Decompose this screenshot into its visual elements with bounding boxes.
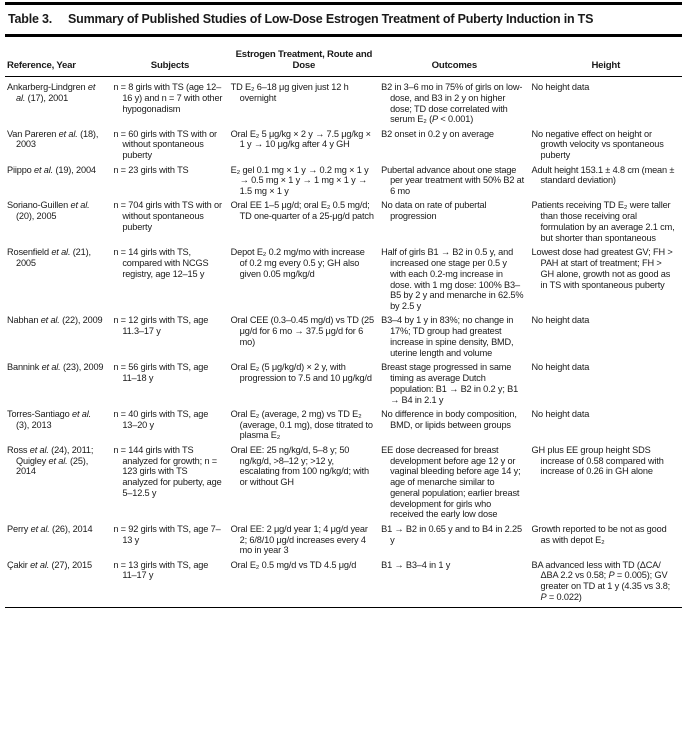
cell-treatment: Oral E₂ (5 μg/kg/d) × 2 y, with progression to 7.5 and 10 μg/kg/d (230, 362, 372, 383)
cell-outcomes: EE dose decreased for breast development before age 12 y or vaginal bleeding before age 14 y; age of menarche similar to general population; earlier breast development for girls who received the early low dose (381, 444, 521, 520)
cell-treatment: Oral E₂ 5 μg/kg × 2 y → 7.5 μg/kg × 1 y → 10 μg/kg after 4 y GH (230, 128, 371, 150)
cell-outcomes: No data on rate of pubertal progression (381, 200, 487, 222)
cell-subjects: n = 14 girls with TS, compared with NCGS registry, age 12–15 y (113, 247, 209, 279)
cell-height: BA advanced less with TD (ΔCA/ΔBA 2.2 vs 0.58; P = 0.005); GV greater on TD at 1 y (4.35 vs 3.8; P = 0.022) (531, 559, 671, 603)
cell-outcomes: B2 onset in 0.2 y on average (381, 128, 494, 139)
cell-reference: Rosenfield et al. (21), 2005 (7, 247, 91, 268)
table-row (5, 360, 682, 407)
cell-reference: Soriano-Guillen et al. (20), 2005 (7, 200, 90, 222)
cell-outcomes: Breast stage progressed in same timing as average Dutch population: B1 → B2 in 0.2 y; B1 → B4 in 2.1 y (381, 362, 519, 405)
cell-height: Patients receiving TD E₂ were taller than those receiving oral formulation by an average 2.1 cm, but shorter than spontaneous (531, 200, 675, 243)
cell-height: No height data (531, 362, 590, 373)
cell-height: No height data (531, 408, 590, 419)
cell-reference: Perry et al. (26), 2014 (7, 523, 93, 534)
cell-subjects: n = 8 girls with TS (age 12–16 y) and n = 7 with other hypogonadism (113, 82, 223, 114)
cell-treatment: Depot E₂ 0.2 mg/mo with increase of 0.2 mg every 0.5 y; GH also given 0.05 mg/kg/d (230, 247, 365, 279)
table-row (5, 521, 682, 557)
table-row (5, 313, 682, 360)
cell-treatment: E₂ gel 0.1 mg × 1 y → 0.2 mg × 1 y → 0.5 mg × 1 y → 1 mg × 1 y → 1.5 mg × 1 y (230, 164, 369, 197)
cell-reference: Piippo et al. (19), 2004 (7, 164, 96, 175)
table-row (5, 198, 682, 245)
cell-reference: Torres-Santiago et al. (3), 2013 (7, 408, 92, 430)
cell-outcomes: Half of girls B1 → B2 in 0.5 y, and increased one stage per 0.5 y with each 0.2-mg increase in dose. with 1 mg dose: 100% B3–B5 by 2 y and menarche in 62.5% by 2.5 y (381, 247, 524, 312)
table-title (5, 5, 682, 34)
cell-outcomes: B1 → B2 in 0.65 y and to B4 in 2.25 y (381, 523, 522, 545)
table-caption: Summary of Published Studies of Low-Dose Estrogen Treatment of Puberty Induction in TS (68, 12, 594, 26)
cell-subjects: n = 144 girls with TS analyzed for growth; n = 123 girls with TS analyzed for puberty, age 5–12.5 y (113, 444, 222, 498)
column-header-height: Height (591, 60, 621, 71)
column-header-estrogen-treatment: Estrogen Treatment, Route and Dose (235, 49, 373, 71)
cell-treatment: Oral CEE (0.3–0.45 mg/d) vs TD (25 μg/d for 6 mo → 37.5 μg/d for 6 mo) (230, 315, 374, 348)
table-row (5, 245, 682, 313)
cell-reference: Ross et al. (24), 2011; Quigley et al. (25), 2014 (7, 444, 94, 477)
cell-treatment: Oral EE 1–5 μg/d; oral E₂ 0.5 mg/d; TD one-quarter of a 25-μg/d patch (230, 200, 374, 222)
cell-subjects: n = 12 girls with TS, age 11.3–17 y (113, 315, 209, 337)
cell-treatment: Oral E₂ (average, 2 mg) vs TD E₂ (average, 0.1 mg), dose titrated to plasma E₂ (230, 408, 373, 441)
cell-height: GH plus EE group height SDS increase of 0.58 compared with increase of 0.26 in GH alone (531, 444, 664, 477)
studies-table (5, 37, 682, 604)
cell-outcomes: B3–4 by 1 y in 83%; no change in 17%; TD group had greatest increase in spine density, BMD, uterine length and volume (381, 315, 514, 358)
cell-treatment: Oral EE: 25 ng/kg/d, 5–8 y; 50 ng/kg/d, >8–12 y; >12 y, escalating from 100 ng/kg/d; with or without GH (230, 444, 370, 488)
cell-outcomes: No difference in body composition, BMD, or lipids between groups (381, 408, 517, 430)
cell-height: Lowest dose had greatest GV; FH > PAH at start of treatment; FH > GH alone, growth not as good as in TS with spontaneous puberty (531, 247, 673, 290)
cell-subjects: n = 23 girls with TS (113, 164, 189, 175)
table-header-row (5, 37, 682, 77)
cell-treatment: Oral EE: 2 μg/d year 1; 4 μg/d year 2; 6/8/10 μg/d increases every 4 mo in year 3 (230, 523, 368, 556)
cell-subjects: n = 13 girls with TS, age 11–17 y (113, 559, 209, 581)
cell-outcomes: Pubertal advance about one stage per year treatment with 50% B2 at 6 mo (381, 164, 525, 197)
cell-subjects: n = 60 girls with TS with or without spontaneous puberty (113, 128, 217, 161)
table-row (5, 126, 682, 162)
column-header-subjects: Subjects (150, 60, 190, 71)
cell-height: No negative effect on height or growth velocity vs spontaneous puberty (531, 128, 664, 161)
cell-treatment: TD E₂ 6–18 μg given just 12 h overnight (230, 82, 349, 103)
cell-height: No height data (531, 82, 590, 92)
table-row (5, 162, 682, 198)
table-row (5, 406, 682, 442)
cell-height: No height data (531, 315, 590, 326)
table-row (5, 557, 682, 604)
cell-subjects: n = 92 girls with TS, age 7–13 y (113, 523, 221, 545)
cell-reference: Bannink et al. (23), 2009 (7, 362, 104, 373)
cell-reference: Nabhan et al. (22), 2009 (7, 315, 103, 326)
cell-reference: Van Pareren et al. (18), 2003 (7, 128, 99, 150)
table-body (5, 77, 682, 604)
cell-outcomes: B1 → B3–4 in 1 y (381, 559, 451, 570)
cell-reference: Çakir et al. (27), 2015 (7, 559, 92, 570)
cell-outcomes: B2 in 3–6 mo in 75% of girls on low-dose, and B3 in 2 y on higher dose; TD dose correlated with serum E₂ (P < 0.001) (381, 82, 523, 125)
column-header-reference-year: Reference, Year (7, 60, 76, 71)
table-number: Table 3. (8, 12, 53, 26)
cell-subjects: n = 40 girls with TS, age 13–20 y (113, 408, 209, 430)
column-header-outcomes: Outcomes (431, 60, 477, 71)
cell-reference: Ankarberg-Lindgren et al. (17), 2001 (7, 82, 96, 103)
cell-height: Growth reported to be not as good as with depot E₂ (531, 523, 667, 545)
cell-subjects: n = 56 girls with TS, age 11–18 y (113, 362, 209, 383)
table-bottom-rule (5, 607, 682, 608)
cell-subjects: n = 704 girls with TS with or without spontaneous puberty (113, 200, 222, 233)
cell-treatment: Oral E₂ 0.5 mg/d vs TD 4.5 μg/d (230, 559, 357, 570)
table-row (5, 442, 682, 521)
table-row (5, 77, 682, 127)
cell-height: Adult height 153.1 ± 4.8 cm (mean ± standard deviation) (531, 164, 675, 186)
